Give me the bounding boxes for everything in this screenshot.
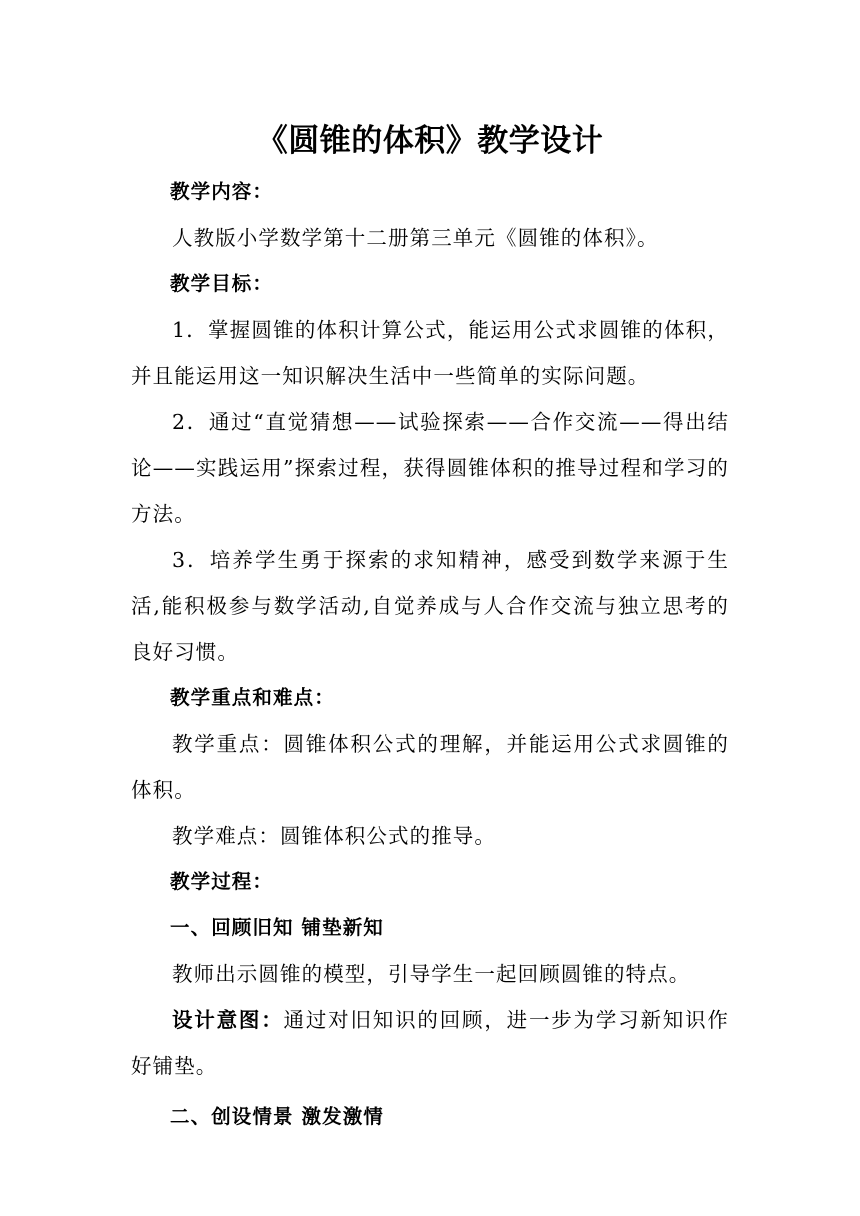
document-content (131, 113, 729, 1140)
teaching-content-heading: 教学内容： (170, 180, 274, 203)
page-title: 《圆锥的体积》教学设计 (256, 123, 604, 159)
process-heading: 教学过程： (170, 870, 274, 893)
key-points-heading: 教学重点和难点： (170, 686, 335, 709)
section-one-heading: 一、回顾旧知 铺垫新知 (170, 916, 384, 939)
teaching-difficulty-text: 教学难点：圆锥体积公式的推导。 (172, 824, 496, 848)
design-intent-text: 通过对旧知识的回顾，进一步为学习新知识作好铺垫。 (131, 1008, 730, 1078)
teaching-goal-item: 2．通过“直觉猜想——试验探索——合作交流——得出结论——实践运用”探索过程，获得圆锥体积的推导过程和学习的方法。 (131, 410, 729, 526)
section-one-text: 教师出示圆锥的模型，引导学生一起回顾圆锥的特点。 (172, 962, 691, 986)
teaching-goals-heading: 教学目标： (170, 272, 274, 295)
teaching-content-text: 人教版小学数学第十二册第三单元《圆锥的体积》。 (172, 226, 659, 250)
section-two-heading: 二、创设情景 激发激情 (170, 1105, 384, 1128)
design-intent-label: 设计意图： (172, 1008, 284, 1032)
teaching-goal-item: 3．培养学生勇于探索的求知精神，感受到数学来源于生活,能积极参与数学活动,自觉养成与人合作交流与独立思考的良好习惯。 (131, 548, 729, 664)
teaching-goal-item: 1．掌握圆锥的体积计算公式，能运用公式求圆锥的体积，并且能运用这一知识解决生活中一些简单的实际问题。 (131, 318, 729, 388)
teaching-focus-text: 教学重点：圆锥体积公式的理解，并能运用公式求圆锥的体积。 (131, 732, 729, 802)
design-intent-paragraph (131, 997, 729, 1089)
